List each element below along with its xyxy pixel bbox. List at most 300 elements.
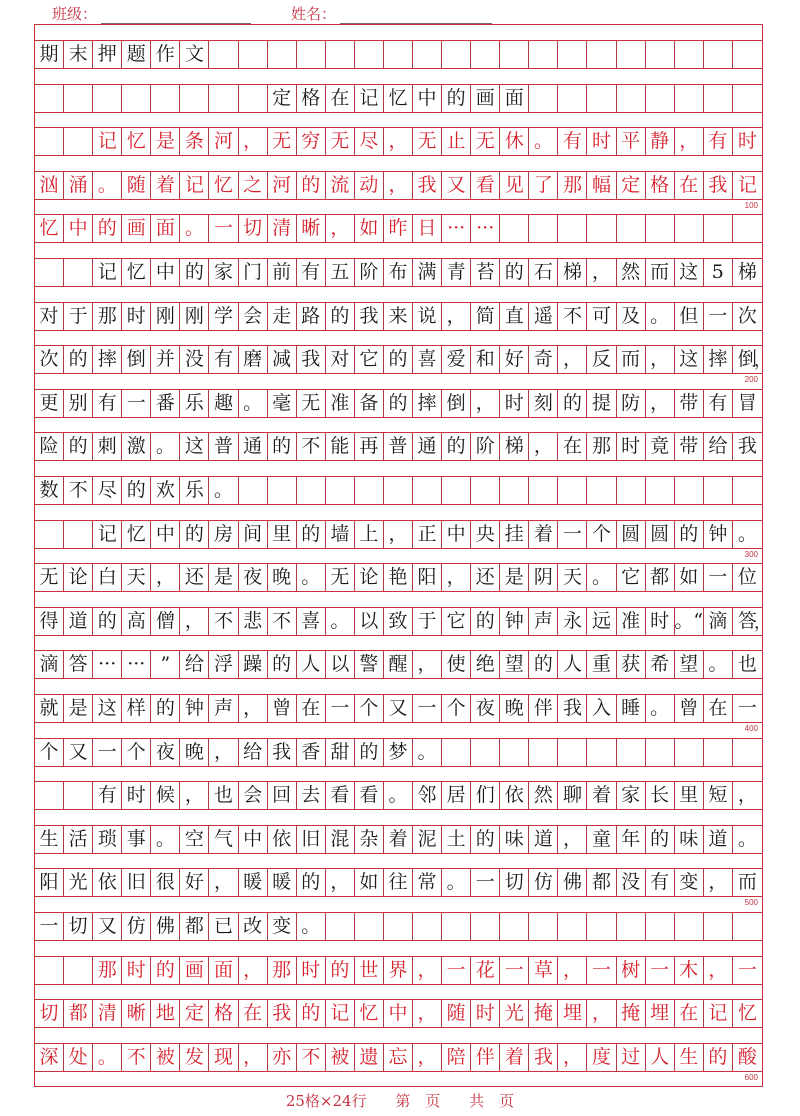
grid-cell: 中 xyxy=(151,259,180,286)
grid-cell: 中 xyxy=(442,521,471,548)
grid-cell xyxy=(646,85,675,112)
grid-cell: 一 xyxy=(737,697,757,719)
grid-cell: 晚 xyxy=(268,564,297,591)
grid-cell: 变 xyxy=(675,869,704,896)
grid-cell: ， xyxy=(675,128,704,155)
grid-cell: 被 xyxy=(326,1044,355,1071)
grid-cell: 面 xyxy=(209,957,238,984)
grid-cell: 给 xyxy=(239,739,268,766)
grid-cell: 的 xyxy=(64,346,93,373)
grid-cell: 更 xyxy=(35,390,64,417)
grid-cell: 一 xyxy=(558,521,587,548)
grid-cell: 普 xyxy=(209,433,238,460)
grid-cell: 的 xyxy=(297,869,326,896)
grid-cell: 文 xyxy=(180,41,209,68)
grid-row xyxy=(35,476,762,505)
grid-cell: 乐 xyxy=(180,390,209,417)
grid-cell xyxy=(646,739,675,766)
grid-cell xyxy=(297,477,326,504)
grid-cell: 减 xyxy=(268,346,297,373)
grid-cell: 个 xyxy=(122,739,151,766)
grid-cell: ， xyxy=(239,957,268,984)
grid-cell: 门 xyxy=(239,259,268,286)
grid-cell: 忆 xyxy=(35,215,64,242)
grid-cell: 面 xyxy=(500,85,529,112)
grid-cell: 忆 xyxy=(384,85,413,112)
grid-cell: 无 xyxy=(471,128,500,155)
grid-cell xyxy=(558,739,587,766)
grid-cell: 夜 xyxy=(471,695,500,722)
grid-cell: 这 xyxy=(675,259,704,286)
grid-cell: 磨 xyxy=(239,346,268,373)
grid-cell: 。 xyxy=(442,869,471,896)
grid-cell: 记 xyxy=(180,172,209,199)
grid-cell: 看 xyxy=(355,782,384,809)
grid-cell: 艳 xyxy=(384,564,413,591)
grid-cell: 时 xyxy=(122,303,151,330)
grid-cell: 光 xyxy=(64,869,93,896)
grid-cell: 这 xyxy=(93,695,122,722)
grid-cell: 中 xyxy=(151,521,180,548)
grid-cell xyxy=(587,739,616,766)
grid-cell: 的 xyxy=(704,1044,733,1071)
grid-cell: 没 xyxy=(180,346,209,373)
grid-cell: 有 xyxy=(93,782,122,809)
grid-cell: 刻 xyxy=(529,390,558,417)
grid-cell: 倒 ， xyxy=(737,348,771,372)
grid-cell: 。 xyxy=(737,522,757,545)
grid-cell: 都 xyxy=(64,1000,93,1027)
grid-cell: 光 xyxy=(500,1000,529,1027)
grid-cell: 还 xyxy=(471,564,500,591)
class-label: 班级： xyxy=(52,5,98,23)
grid-cell: 那 xyxy=(268,957,297,984)
grid-cell: 数 xyxy=(35,477,64,504)
grid-cell xyxy=(587,85,616,112)
grid-cell xyxy=(239,41,268,68)
grid-cell: 短 xyxy=(704,782,733,809)
grid-cell: 清 xyxy=(93,1000,122,1027)
grid-cell xyxy=(268,41,297,68)
grid-cell: 挂 xyxy=(500,521,529,548)
grid-cell: ， xyxy=(180,782,209,809)
grid-cell: 时 xyxy=(587,128,616,155)
grid-cell: 遗 xyxy=(355,1044,384,1071)
grid-cell: 五 xyxy=(326,259,355,286)
grid-cell: 面 xyxy=(151,215,180,242)
grid-cell: ， xyxy=(737,784,757,807)
word-count-marker: 100 xyxy=(744,200,758,210)
student-info-header xyxy=(52,2,492,24)
grid-cell: 阶 xyxy=(355,259,384,286)
grid-cell: 路 xyxy=(297,303,326,330)
grid-cell: 也 xyxy=(737,653,757,676)
grid-row xyxy=(35,868,762,897)
grid-cell: 然 xyxy=(529,782,558,809)
grid-cell: 记 xyxy=(93,259,122,286)
grid-cell: 夜 xyxy=(151,739,180,766)
grid-cell xyxy=(326,41,355,68)
grid-cell xyxy=(704,739,733,766)
grid-cell xyxy=(617,215,646,242)
grid-cell: 杂 xyxy=(355,826,384,853)
grid-cell: 中 xyxy=(239,826,268,853)
grid-cell: 混 xyxy=(326,826,355,853)
grid-cell: 我 xyxy=(297,346,326,373)
grid-cell: 静 xyxy=(646,128,675,155)
grid-cell: ， xyxy=(442,303,471,330)
grid-cell xyxy=(500,477,529,504)
grid-cell xyxy=(587,215,616,242)
grid-cell: 改 xyxy=(239,913,268,940)
grid-row xyxy=(35,738,762,767)
grid-cell xyxy=(587,41,616,68)
grid-cell xyxy=(500,215,529,242)
grid-cell: 记 xyxy=(737,173,757,196)
grid-cell: 永 xyxy=(558,608,587,635)
grid-cell: 都 xyxy=(587,869,616,896)
grid-cell: 一 xyxy=(737,958,757,981)
grid-cell: 可 xyxy=(587,303,616,330)
grid-cell: 有 xyxy=(93,390,122,417)
grid-cell: 这 xyxy=(180,433,209,460)
grid-cell: 。 xyxy=(151,826,180,853)
grid-cell: 梯 xyxy=(558,259,587,286)
grid-cell: 钟 xyxy=(500,608,529,635)
grid-cell: 。 xyxy=(297,913,326,940)
grid-cell: 很 xyxy=(151,869,180,896)
grid-cell: 望 xyxy=(675,651,704,678)
grid-cell xyxy=(617,913,646,940)
grid-cell: 里 xyxy=(675,782,704,809)
grid-cell xyxy=(35,128,64,155)
grid-cell: ， xyxy=(558,1044,587,1071)
grid-cell: 的 xyxy=(64,433,93,460)
grid-cell: 。 xyxy=(93,1044,122,1071)
grid-cell: 一 xyxy=(326,695,355,722)
grid-cell: 的 xyxy=(297,521,326,548)
grid-cell: 的 xyxy=(442,85,471,112)
grid-cell: ， xyxy=(704,957,733,984)
grid-cell: 梯 xyxy=(737,261,757,283)
grid-cell: 墙 xyxy=(326,521,355,548)
grid-cell: 忆 xyxy=(122,521,151,548)
grid-cell: 度 xyxy=(587,1044,616,1071)
grid-cell: ， xyxy=(558,346,587,373)
grid-cell: 着 xyxy=(384,826,413,853)
grid-cell: 个 xyxy=(355,695,384,722)
grid-cell: 摔 xyxy=(93,346,122,373)
grid-cell: 道 xyxy=(529,826,558,853)
grid-cell: 不 xyxy=(297,433,326,460)
grid-cell: 穷 xyxy=(297,128,326,155)
grid-cell: 中 xyxy=(64,215,93,242)
grid-cell xyxy=(529,215,558,242)
grid-cell: 样 xyxy=(122,695,151,722)
grid-cell: 时 xyxy=(737,130,757,153)
grid-row xyxy=(35,825,762,854)
grid-cell: 草 xyxy=(529,957,558,984)
grid-spec: 25格×24行 xyxy=(285,1092,367,1110)
grid-cell: 有 xyxy=(558,128,587,155)
grid-cell: 定 xyxy=(617,172,646,199)
grid-cell: 悲 xyxy=(239,608,268,635)
grid-row xyxy=(35,607,771,636)
grid-cell: 喜 xyxy=(297,608,326,635)
grid-cell: 地 xyxy=(151,1000,180,1027)
grid-cell: 记 xyxy=(704,1000,733,1027)
grid-cell: 伴 xyxy=(529,695,558,722)
word-count-marker: 300 xyxy=(744,549,758,559)
grid-cell: 记 xyxy=(326,1000,355,1027)
grid-cell: 人 xyxy=(646,1044,675,1071)
grid-cell xyxy=(326,913,355,940)
grid-cell: 又 xyxy=(384,695,413,722)
grid-cell: 们 xyxy=(471,782,500,809)
grid-cell: 对 xyxy=(326,346,355,373)
grid-cell: 日 xyxy=(413,215,442,242)
grid-cell: 我 xyxy=(737,435,757,458)
grid-cell: ， xyxy=(529,433,558,460)
grid-cell: 遥 xyxy=(529,303,558,330)
overflow-punctuation: ， xyxy=(753,351,771,372)
grid-cell: 没 xyxy=(617,869,646,896)
grid-cell: 晰 xyxy=(297,215,326,242)
grid-cell: 世 xyxy=(355,957,384,984)
grid-cell: 布 xyxy=(384,259,413,286)
grid-cell xyxy=(704,41,733,68)
grid-cell: 以 xyxy=(326,651,355,678)
grid-cell: 。 xyxy=(297,564,326,591)
grid-cell xyxy=(704,85,733,112)
grid-cell xyxy=(558,85,587,112)
grid-row xyxy=(35,520,762,549)
grid-cell: 去 xyxy=(297,782,326,809)
grid-cell: 的 xyxy=(180,521,209,548)
grid-cell: 石 xyxy=(529,259,558,286)
grid-cell: 长 xyxy=(646,782,675,809)
grid-cell xyxy=(733,215,762,242)
grid-cell: 一 xyxy=(500,957,529,984)
grid-cell: 的 xyxy=(93,215,122,242)
grid-cell: 的 xyxy=(326,957,355,984)
word-count-marker: 400 xyxy=(744,724,758,733)
grid-cell: 如 xyxy=(355,869,384,896)
grid-cell: 。 xyxy=(93,172,122,199)
grid-cell: 被 xyxy=(151,1044,180,1071)
grid-cell: 备 xyxy=(355,390,384,417)
grid-cell: 绝 xyxy=(471,651,500,678)
grid-cell: ··· xyxy=(122,651,151,678)
grid-cell: 论 xyxy=(355,564,384,591)
grid-cell: ， xyxy=(239,1044,268,1071)
grid-cell: 不 xyxy=(122,1044,151,1071)
grid-cell: 候 xyxy=(151,782,180,809)
grid-cell: 准 xyxy=(617,608,646,635)
grid-cell: 僧 xyxy=(151,608,180,635)
grid-cell: 喜 xyxy=(413,346,442,373)
grid-cell: 的 xyxy=(122,477,151,504)
grid-cell xyxy=(326,477,355,504)
grid-cell: 陪 xyxy=(442,1044,471,1071)
grid-cell xyxy=(704,913,733,940)
word-count-marker: 600 xyxy=(744,1072,758,1082)
grid-cell xyxy=(558,215,587,242)
grid-cell: 我 xyxy=(704,172,733,199)
grid-cell: ， xyxy=(558,826,587,853)
grid-cell: 的 xyxy=(675,521,704,548)
grid-cell: 的 xyxy=(180,259,209,286)
grid-cell: 不 xyxy=(209,608,238,635)
grid-row xyxy=(35,1043,762,1072)
grid-cell xyxy=(675,913,704,940)
grid-cell xyxy=(122,85,151,112)
grid-cell xyxy=(529,85,558,112)
grid-cell: 时 xyxy=(617,433,646,460)
grid-cell xyxy=(239,477,268,504)
class-input-line[interactable] xyxy=(101,9,251,24)
grid-cell xyxy=(442,913,471,940)
grid-row xyxy=(35,563,762,592)
grid-cell: 。 xyxy=(384,782,413,809)
name-input-line[interactable] xyxy=(340,9,492,24)
page-footer xyxy=(0,1090,800,1111)
grid-cell: 不 xyxy=(64,477,93,504)
grid-cell: 爱 xyxy=(442,346,471,373)
grid-cell xyxy=(646,41,675,68)
grid-cell: 不 xyxy=(268,608,297,635)
grid-cell: 梦 xyxy=(384,739,413,766)
grid-cell: 滴 xyxy=(704,608,733,635)
grid-cell: 涌 xyxy=(64,172,93,199)
grid-row xyxy=(35,389,762,418)
grid-cell: 普 xyxy=(384,433,413,460)
grid-cell: ， xyxy=(384,521,413,548)
grid-cell: 的 xyxy=(471,826,500,853)
grid-cell: 如 xyxy=(355,215,384,242)
grid-row xyxy=(35,432,762,461)
grid-cell: 白 xyxy=(93,564,122,591)
grid-cell: 并 xyxy=(151,346,180,373)
grid-cell: 家 xyxy=(209,259,238,286)
grid-cell: 切 xyxy=(35,1000,64,1027)
grid-cell xyxy=(558,477,587,504)
grid-cell: 时 xyxy=(122,957,151,984)
grid-cell: 苔 xyxy=(471,259,500,286)
composition-grid xyxy=(34,24,771,1087)
grid-cell: 无 xyxy=(297,390,326,417)
grid-cell xyxy=(471,477,500,504)
grid-cell: ， xyxy=(151,564,180,591)
grid-cell: 5 xyxy=(704,259,733,286)
grid-cell: 声 xyxy=(209,695,238,722)
grid-cell xyxy=(529,739,558,766)
grid-cell: 我 xyxy=(558,695,587,722)
grid-cell xyxy=(529,41,558,68)
grid-cell: 着 xyxy=(529,521,558,548)
grid-cell: 记 xyxy=(93,521,122,548)
grid-cell: 摔 xyxy=(413,390,442,417)
grid-cell xyxy=(35,957,64,984)
grid-row xyxy=(35,781,762,810)
grid-cell: 切 xyxy=(500,869,529,896)
grid-cell: 看 xyxy=(326,782,355,809)
grid-cell: 天 xyxy=(558,564,587,591)
grid-cell: 给 xyxy=(180,651,209,678)
word-count-marker: 500 xyxy=(744,898,758,908)
grid-cell xyxy=(675,477,704,504)
grid-cell: 睡 xyxy=(617,695,646,722)
name-label: 姓名： xyxy=(291,5,337,23)
grid-cell: 看 xyxy=(471,172,500,199)
grid-cell: 于 xyxy=(64,303,93,330)
grid-cell xyxy=(733,739,762,766)
grid-row xyxy=(35,171,762,200)
grid-cell: 花 xyxy=(471,957,500,984)
grid-cell: 说 xyxy=(413,303,442,330)
grid-cell: 生 xyxy=(35,826,64,853)
grid-cell: 旧 xyxy=(122,869,151,896)
grid-cell: ， xyxy=(471,390,500,417)
grid-cell: 生 xyxy=(675,1044,704,1071)
grid-cell: 人 xyxy=(558,651,587,678)
grid-cell: 伴 xyxy=(471,1044,500,1071)
grid-cell: 道 xyxy=(704,826,733,853)
grid-cell: 又 xyxy=(442,172,471,199)
grid-cell: 都 xyxy=(646,564,675,591)
grid-cell: 一 xyxy=(35,913,64,940)
grid-cell: 晚 xyxy=(500,695,529,722)
grid-cell: 再 xyxy=(355,433,384,460)
grid-cell: 的 xyxy=(297,1000,326,1027)
grid-cell: 处 xyxy=(64,1044,93,1071)
grid-cell: 房 xyxy=(209,521,238,548)
grid-cell: 活 xyxy=(64,826,93,853)
grid-cell: 一 xyxy=(209,215,238,242)
grid-row xyxy=(35,650,762,679)
grid-cell: 在 xyxy=(239,1000,268,1027)
grid-cell xyxy=(35,782,64,809)
grid-cell: 无 xyxy=(268,128,297,155)
grid-cell: 它 xyxy=(442,608,471,635)
grid-cell: 依 xyxy=(93,869,122,896)
grid-cell: 警 xyxy=(355,651,384,678)
grid-cell: 一 xyxy=(646,957,675,984)
grid-cell xyxy=(675,85,704,112)
grid-cell: 见 xyxy=(500,172,529,199)
grid-cell: 。 xyxy=(326,608,355,635)
grid-cell: 动 xyxy=(355,172,384,199)
grid-cell: 。 xyxy=(209,477,238,504)
grid-cell: 险 xyxy=(35,433,64,460)
grid-cell: 格 xyxy=(646,172,675,199)
grid-cell: 的 xyxy=(471,608,500,635)
grid-cell: 不 xyxy=(297,1044,326,1071)
grid-cell: 的 xyxy=(529,651,558,678)
grid-cell: 会 xyxy=(239,782,268,809)
grid-cell: 直 xyxy=(500,303,529,330)
grid-cell: 押 xyxy=(93,41,122,68)
grid-row xyxy=(35,214,762,243)
grid-cell: 论 xyxy=(64,564,93,591)
grid-cell xyxy=(587,913,616,940)
grid-cell: 忆 xyxy=(737,1002,757,1025)
grid-cell: 一 xyxy=(122,390,151,417)
grid-cell: 番 xyxy=(151,390,180,417)
grid-row xyxy=(35,345,771,374)
grid-cell: 格 xyxy=(297,85,326,112)
grid-cell: 而 xyxy=(617,346,646,373)
